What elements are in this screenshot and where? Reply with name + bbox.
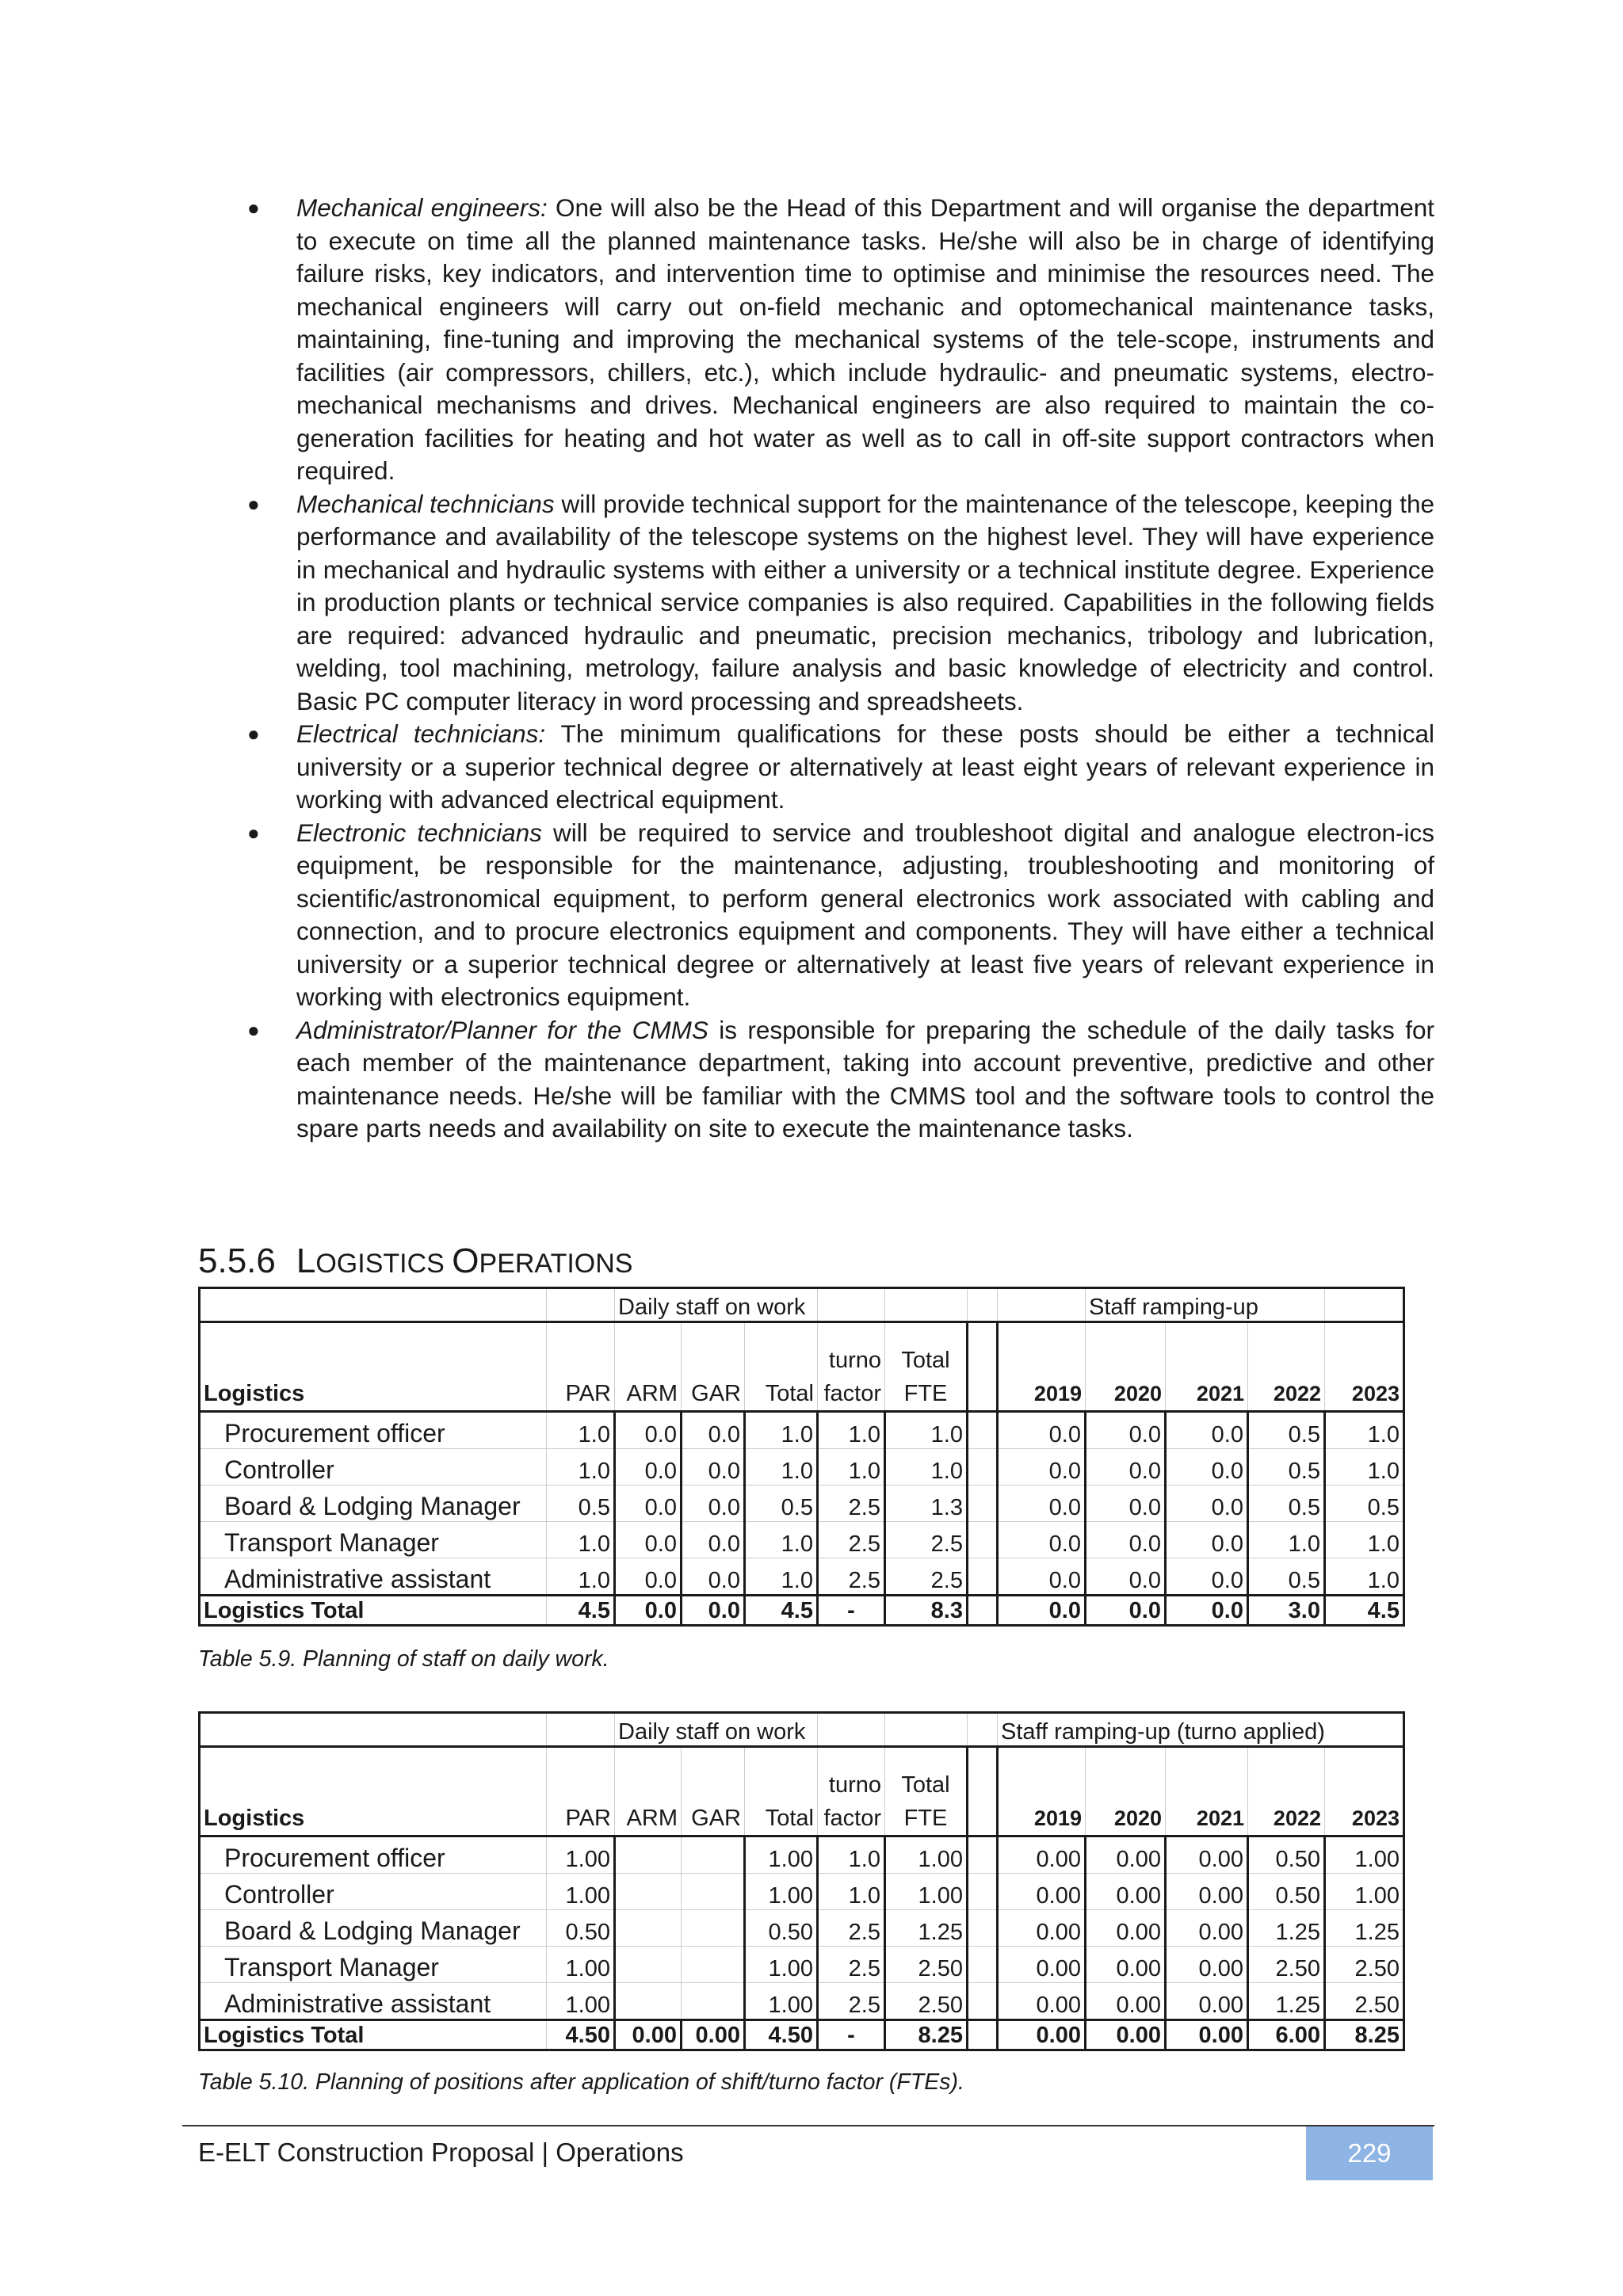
row-label: Transport Manager [200, 1947, 547, 1983]
table-row [200, 1947, 1404, 1983]
group-header-blank [998, 1288, 1086, 1322]
group-header-daily: Daily staff on work [615, 1713, 818, 1747]
cell-fte: 2.5 [885, 1522, 968, 1558]
cell-gar: 0.0 [682, 1449, 745, 1486]
total-total: 4.50 [745, 2020, 818, 2050]
total-year: 3.0 [1248, 1596, 1325, 1626]
cell-turno: 2.5 [818, 1947, 885, 1983]
group-header-blank [547, 1713, 615, 1747]
cell-gar: 0.0 [682, 1558, 745, 1596]
spacer-cell [968, 1874, 998, 1910]
cell-year: 1.0 [1325, 1558, 1404, 1596]
role-term: Electronic technicians [296, 818, 542, 847]
cell-arm [615, 1983, 682, 2020]
cell-year: 1.00 [1325, 1874, 1404, 1910]
cell-gar: 0.0 [682, 1486, 745, 1522]
table-row [200, 1522, 1404, 1558]
cell-year: 0.5 [1248, 1558, 1325, 1596]
section-title-initial: O [452, 1241, 479, 1280]
column-header-total-fte [885, 1322, 968, 1412]
column-header-year: 2022 [1248, 1322, 1325, 1412]
cell-par: 0.5 [547, 1486, 615, 1522]
column-header-par: PAR [547, 1747, 615, 1836]
column-header-turno-factor [818, 1747, 885, 1836]
column-header-year: 2020 [1086, 1322, 1166, 1412]
cell-gar [682, 1836, 745, 1874]
cell-turno: 1.0 [818, 1449, 885, 1486]
role-description: will be required to service and troubleshoot digital and analogue electron-ics equipment, be responsible for the maintenance, adjusting, troubleshooting and monitoring of scientific/astronomical equipment, to perform general electronics work associated with cabling and connection, and to procure electronics equipment and components. They will have either a technical university or a superior technical degree or alternatively at least five years of relevant experience in working with electronics equipment. [296, 818, 1434, 1011]
role-term: Mechanical engineers: [296, 193, 548, 222]
section-title-part: OGISTICS [315, 1249, 453, 1279]
row-label: Board & Lodging Manager [200, 1910, 547, 1947]
cell-fte: 2.5 [885, 1558, 968, 1596]
cell-year: 0.00 [1086, 1910, 1166, 1947]
cell-turno: 2.5 [818, 1558, 885, 1596]
total-par: 4.50 [547, 2020, 615, 2050]
bullet-icon: ● [247, 196, 260, 219]
column-header-year: 2020 [1086, 1747, 1166, 1836]
table-staff-daily-work [198, 1287, 1405, 1627]
table-positions-turno [198, 1711, 1405, 2051]
cell-turno: 2.5 [818, 1522, 885, 1558]
cell-gar: 0.0 [682, 1522, 745, 1558]
cell-year: 0.00 [1166, 1874, 1248, 1910]
cell-arm: 0.0 [615, 1449, 682, 1486]
role-term: Administrator/Planner for the CMMS [296, 1015, 708, 1044]
cell-par: 1.0 [547, 1522, 615, 1558]
column-header-total: Total [745, 1747, 818, 1836]
table-caption: Table 5.9. Planning of staff on daily work. [198, 1646, 609, 1672]
column-header-year: 2022 [1248, 1747, 1325, 1836]
group-header-blank [968, 1288, 998, 1322]
cell-year: 1.0 [1325, 1522, 1404, 1558]
header-line: FTE [903, 1381, 948, 1406]
cell-gar [682, 1874, 745, 1910]
total-year: 0.00 [1086, 2020, 1166, 2050]
cell-year: 0.00 [1166, 1983, 1248, 2020]
group-header-blank [1325, 1288, 1404, 1322]
header-line: turno [828, 1348, 881, 1373]
cell-year: 0.00 [1166, 1947, 1248, 1983]
cell-year: 0.50 [1248, 1874, 1325, 1910]
header-line: Total [901, 1348, 950, 1373]
cell-year: 0.5 [1248, 1486, 1325, 1522]
cell-total: 1.00 [745, 1836, 818, 1874]
list-item [198, 718, 1434, 817]
cell-year: 0.00 [998, 1874, 1086, 1910]
table-row [200, 1558, 1404, 1596]
role-description: The minimum qualifications for these posts should be either a technical university or a superior technical degree or alternatively at least eight years of relevant experience in working with advanced electrical equipment. [296, 719, 1434, 814]
cell-year: 0.5 [1248, 1449, 1325, 1486]
spacer-cell [968, 1558, 998, 1596]
cell-gar [682, 1910, 745, 1947]
column-header-turno-factor [818, 1322, 885, 1412]
spacer-cell [968, 1596, 998, 1626]
row-label: Transport Manager [200, 1522, 547, 1558]
spacer-cell [968, 1910, 998, 1947]
header-line: factor [823, 1381, 881, 1406]
group-header-blank [818, 1288, 885, 1322]
cell-arm [615, 1836, 682, 1874]
column-header-year: 2021 [1166, 1747, 1248, 1836]
group-header-blank [547, 1288, 615, 1322]
cell-year: 0.0 [1166, 1486, 1248, 1522]
page-number: 229 [1306, 2126, 1433, 2180]
total-turno: - [818, 1596, 885, 1626]
cell-year: 2.50 [1325, 1947, 1404, 1983]
column-header-year: 2019 [998, 1322, 1086, 1412]
total-year: 0.00 [1166, 2020, 1248, 2050]
total-arm: 0.00 [615, 2020, 682, 2050]
total-gar: 0.0 [682, 1596, 745, 1626]
cell-year: 0.0 [1086, 1449, 1166, 1486]
cell-par: 1.00 [547, 1874, 615, 1910]
row-label: Administrative assistant [200, 1983, 547, 2020]
cell-year: 0.00 [1166, 1910, 1248, 1947]
column-header-logistics: Logistics [200, 1747, 547, 1836]
cell-year: 0.00 [998, 1983, 1086, 2020]
cell-arm: 0.0 [615, 1558, 682, 1596]
cell-total: 0.5 [745, 1486, 818, 1522]
group-header-blank [968, 1713, 998, 1747]
cell-gar: 0.0 [682, 1412, 745, 1449]
cell-year: 0.0 [998, 1449, 1086, 1486]
spacer-cell [968, 1983, 998, 2020]
group-header-blank [885, 1713, 968, 1747]
spacer-cell [968, 1836, 998, 1874]
table-total-row [200, 1596, 1404, 1626]
cell-year: 0.0 [1086, 1558, 1166, 1596]
total-gar: 0.00 [682, 2020, 745, 2050]
table-row [200, 1412, 1404, 1449]
cell-year: 1.25 [1325, 1910, 1404, 1947]
cell-year: 0.0 [1086, 1522, 1166, 1558]
cell-total: 1.00 [745, 1874, 818, 1910]
table-row [200, 1874, 1404, 1910]
column-header-year: 2019 [998, 1747, 1086, 1836]
total-label: Logistics Total [200, 1596, 547, 1626]
cell-year: 0.0 [1166, 1449, 1248, 1486]
table-row [200, 1983, 1404, 2020]
cell-turno: 1.0 [818, 1836, 885, 1874]
cell-gar [682, 1983, 745, 2020]
column-header-total: Total [745, 1322, 818, 1412]
group-header-ramp: Staff ramping-up [1086, 1288, 1325, 1322]
cell-year: 0.0 [998, 1558, 1086, 1596]
section-number: 5.5.6 [198, 1241, 276, 1280]
cell-year: 2.50 [1248, 1947, 1325, 1983]
group-header-blank [200, 1713, 547, 1747]
list-item [198, 817, 1434, 1014]
cell-turno: 2.5 [818, 1486, 885, 1522]
cell-total: 1.0 [745, 1412, 818, 1449]
spacer-cell [968, 1747, 998, 1836]
table-row [200, 1449, 1404, 1486]
cell-turno: 2.5 [818, 1910, 885, 1947]
cell-year: 0.5 [1325, 1486, 1404, 1522]
section-title-initial: L [296, 1241, 316, 1280]
cell-par: 1.00 [547, 1947, 615, 1983]
bullet-icon: ● [247, 491, 260, 516]
cell-year: 0.0 [1166, 1558, 1248, 1596]
cell-year: 0.00 [998, 1910, 1086, 1947]
cell-year: 0.0 [1086, 1486, 1166, 1522]
cell-total: 1.00 [745, 1947, 818, 1983]
cell-year: 1.25 [1248, 1983, 1325, 2020]
cell-fte: 1.25 [885, 1910, 968, 1947]
total-year: 6.00 [1248, 2020, 1325, 2050]
column-header-gar: GAR [682, 1322, 745, 1412]
table-caption: Table 5.10. Planning of positions after application of shift/turno factor (FTEs). [198, 2069, 964, 2095]
table-row [200, 1486, 1404, 1522]
list-item [198, 1014, 1434, 1146]
cell-year: 1.25 [1248, 1910, 1325, 1947]
cell-arm: 0.0 [615, 1486, 682, 1522]
cell-par: 1.00 [547, 1836, 615, 1874]
row-label: Procurement officer [200, 1412, 547, 1449]
row-label: Controller [200, 1449, 547, 1486]
cell-year: 0.00 [1166, 1836, 1248, 1874]
cell-turno: 1.0 [818, 1412, 885, 1449]
header-line: Total [901, 1772, 950, 1798]
spacer-cell [968, 1412, 998, 1449]
spacer-cell [968, 1947, 998, 1983]
cell-total: 1.0 [745, 1449, 818, 1486]
group-header-blank [818, 1713, 885, 1747]
section-heading [198, 1239, 632, 1286]
cell-year: 1.0 [1325, 1449, 1404, 1486]
cell-year: 1.0 [1325, 1412, 1404, 1449]
column-header-arm: ARM [615, 1747, 682, 1836]
total-fte: 8.25 [885, 2020, 968, 2050]
cell-year: 1.0 [1248, 1522, 1325, 1558]
total-year: 4.5 [1325, 1596, 1404, 1626]
cell-year: 0.00 [998, 1947, 1086, 1983]
cell-arm [615, 1910, 682, 1947]
row-label: Procurement officer [200, 1836, 547, 1874]
group-header-daily: Daily staff on work [615, 1288, 818, 1322]
cell-fte: 1.0 [885, 1449, 968, 1486]
total-year: 8.25 [1325, 2020, 1404, 2050]
header-line: FTE [903, 1806, 948, 1831]
list-item [198, 192, 1434, 488]
cell-year: 0.0 [1166, 1412, 1248, 1449]
cell-year: 0.00 [1086, 1947, 1166, 1983]
body-text [198, 192, 1434, 1146]
row-label: Board & Lodging Manager [200, 1486, 547, 1522]
cell-year: 0.00 [1086, 1836, 1166, 1874]
total-label: Logistics Total [200, 2020, 547, 2050]
total-year: 0.0 [998, 1596, 1086, 1626]
cell-year: 0.0 [1166, 1522, 1248, 1558]
cell-year: 0.50 [1248, 1836, 1325, 1874]
cell-total: 1.0 [745, 1522, 818, 1558]
list-item [198, 488, 1434, 719]
bullet-icon: ● [247, 722, 260, 746]
column-header-year: 2021 [1166, 1322, 1248, 1412]
total-arm: 0.0 [615, 1596, 682, 1626]
table-row [200, 1836, 1404, 1874]
cell-year: 0.0 [998, 1522, 1086, 1558]
cell-total: 1.00 [745, 1983, 818, 2020]
column-header-year: 2023 [1325, 1322, 1404, 1412]
cell-turno: 1.0 [818, 1874, 885, 1910]
bullet-icon: ● [247, 1017, 260, 1042]
spacer-cell [968, 1522, 998, 1558]
spacer-cell [968, 2020, 998, 2050]
cell-total: 0.50 [745, 1910, 818, 1947]
cell-year: 0.0 [998, 1486, 1086, 1522]
cell-fte: 2.50 [885, 1983, 968, 2020]
table-row [200, 1910, 1404, 1947]
column-header-par: PAR [547, 1322, 615, 1412]
total-year: 0.00 [998, 2020, 1086, 2050]
role-description: will provide technical support for the maintenance of the telescope, keeping the performance and availability of the telescope systems on the highest level. They will have experience in mechanical and hydraulic systems with either a university or a technical institute degree. Experience in production plants or technical service companies is also required. Capabilities in the following fields are required: advanced hydraulic and pneumatic, precision mechanics, tribology and lubrication, welding, tool machining, metrology, failure analysis and basic knowledge of electricity and control. Basic PC computer literacy in word processing and spreadsheets. [296, 489, 1434, 715]
row-label: Administrative assistant [200, 1558, 547, 1596]
total-year: 0.0 [1086, 1596, 1166, 1626]
cell-par: 1.0 [547, 1449, 615, 1486]
footer-title: E-ELT Construction Proposal | Operations [198, 2138, 684, 2167]
total-turno: - [818, 2020, 885, 2050]
column-header-total-fte [885, 1747, 968, 1836]
group-header-ramp: Staff ramping-up (turno applied) [998, 1713, 1404, 1747]
cell-year: 2.50 [1325, 1983, 1404, 2020]
cell-par: 1.0 [547, 1412, 615, 1449]
cell-par: 1.0 [547, 1558, 615, 1596]
header-line: turno [828, 1772, 881, 1798]
role-term: Electrical technicians: [296, 719, 546, 748]
role-description: One will also be the Head of this Department and will organise the department to execute on time all the planned maintenance tasks. He/she will also be in charge of identifying failure risks, key indicators, and intervention time to optimise and minimise the resources need. The mechanical engineers will carry out on-field mechanic and optomechanical maintenance tasks, maintaining, fine-tuning and improving the mechanical systems of the tele-scope, instruments and facilities (air compressors, chillers, etc.), which include hydraulic- and pneumatic systems, electro-mechanical mechanisms and drives. Mechanical engineers are also required to maintain the co-generation facilities for heating and hot water as well as to call in off-site support contractors when required. [296, 193, 1434, 485]
spacer-cell [968, 1322, 998, 1412]
cell-year: 0.0 [1086, 1412, 1166, 1449]
cell-arm [615, 1947, 682, 1983]
column-header-gar: GAR [682, 1747, 745, 1836]
cell-year: 1.00 [1325, 1836, 1404, 1874]
cell-year: 0.00 [998, 1836, 1086, 1874]
total-par: 4.5 [547, 1596, 615, 1626]
cell-par: 0.50 [547, 1910, 615, 1947]
cell-fte: 2.50 [885, 1947, 968, 1983]
total-total: 4.5 [745, 1596, 818, 1626]
cell-year: 0.00 [1086, 1874, 1166, 1910]
role-description: is responsible for preparing the schedule of the daily tasks for each member of the maintenance department, taking into account preventive, predictive and other maintenance needs. He/she will be familiar with the CMMS tool and the software tools to control the spare parts needs and availability on site to execute the maintenance tasks. [296, 1015, 1434, 1142]
cell-arm [615, 1874, 682, 1910]
cell-fte: 1.00 [885, 1874, 968, 1910]
cell-gar [682, 1947, 745, 1983]
cell-par: 1.00 [547, 1983, 615, 2020]
spacer-cell [968, 1449, 998, 1486]
table-total-row [200, 2020, 1404, 2050]
cell-arm: 0.0 [615, 1412, 682, 1449]
footer-divider [182, 2125, 1434, 2126]
cell-fte: 1.3 [885, 1486, 968, 1522]
cell-year: 0.5 [1248, 1412, 1325, 1449]
column-header-logistics: Logistics [200, 1322, 547, 1412]
staff-role-list [198, 192, 1434, 1146]
total-fte: 8.3 [885, 1596, 968, 1626]
cell-year: 0.0 [998, 1412, 1086, 1449]
header-line: factor [823, 1806, 881, 1831]
cell-fte: 1.0 [885, 1412, 968, 1449]
role-term: Mechanical technicians [296, 489, 555, 518]
cell-fte: 1.00 [885, 1836, 968, 1874]
column-header-arm: ARM [615, 1322, 682, 1412]
column-header-year: 2023 [1325, 1747, 1404, 1836]
section-title-part: PERATIONS [479, 1249, 633, 1279]
cell-year: 0.00 [1086, 1983, 1166, 2020]
row-label: Controller [200, 1874, 547, 1910]
bullet-icon: ● [247, 820, 260, 845]
total-year: 0.0 [1166, 1596, 1248, 1626]
cell-turno: 2.5 [818, 1983, 885, 2020]
group-header-blank [200, 1288, 547, 1322]
spacer-cell [968, 1486, 998, 1522]
group-header-blank [885, 1288, 968, 1322]
cell-total: 1.0 [745, 1558, 818, 1596]
cell-arm: 0.0 [615, 1522, 682, 1558]
